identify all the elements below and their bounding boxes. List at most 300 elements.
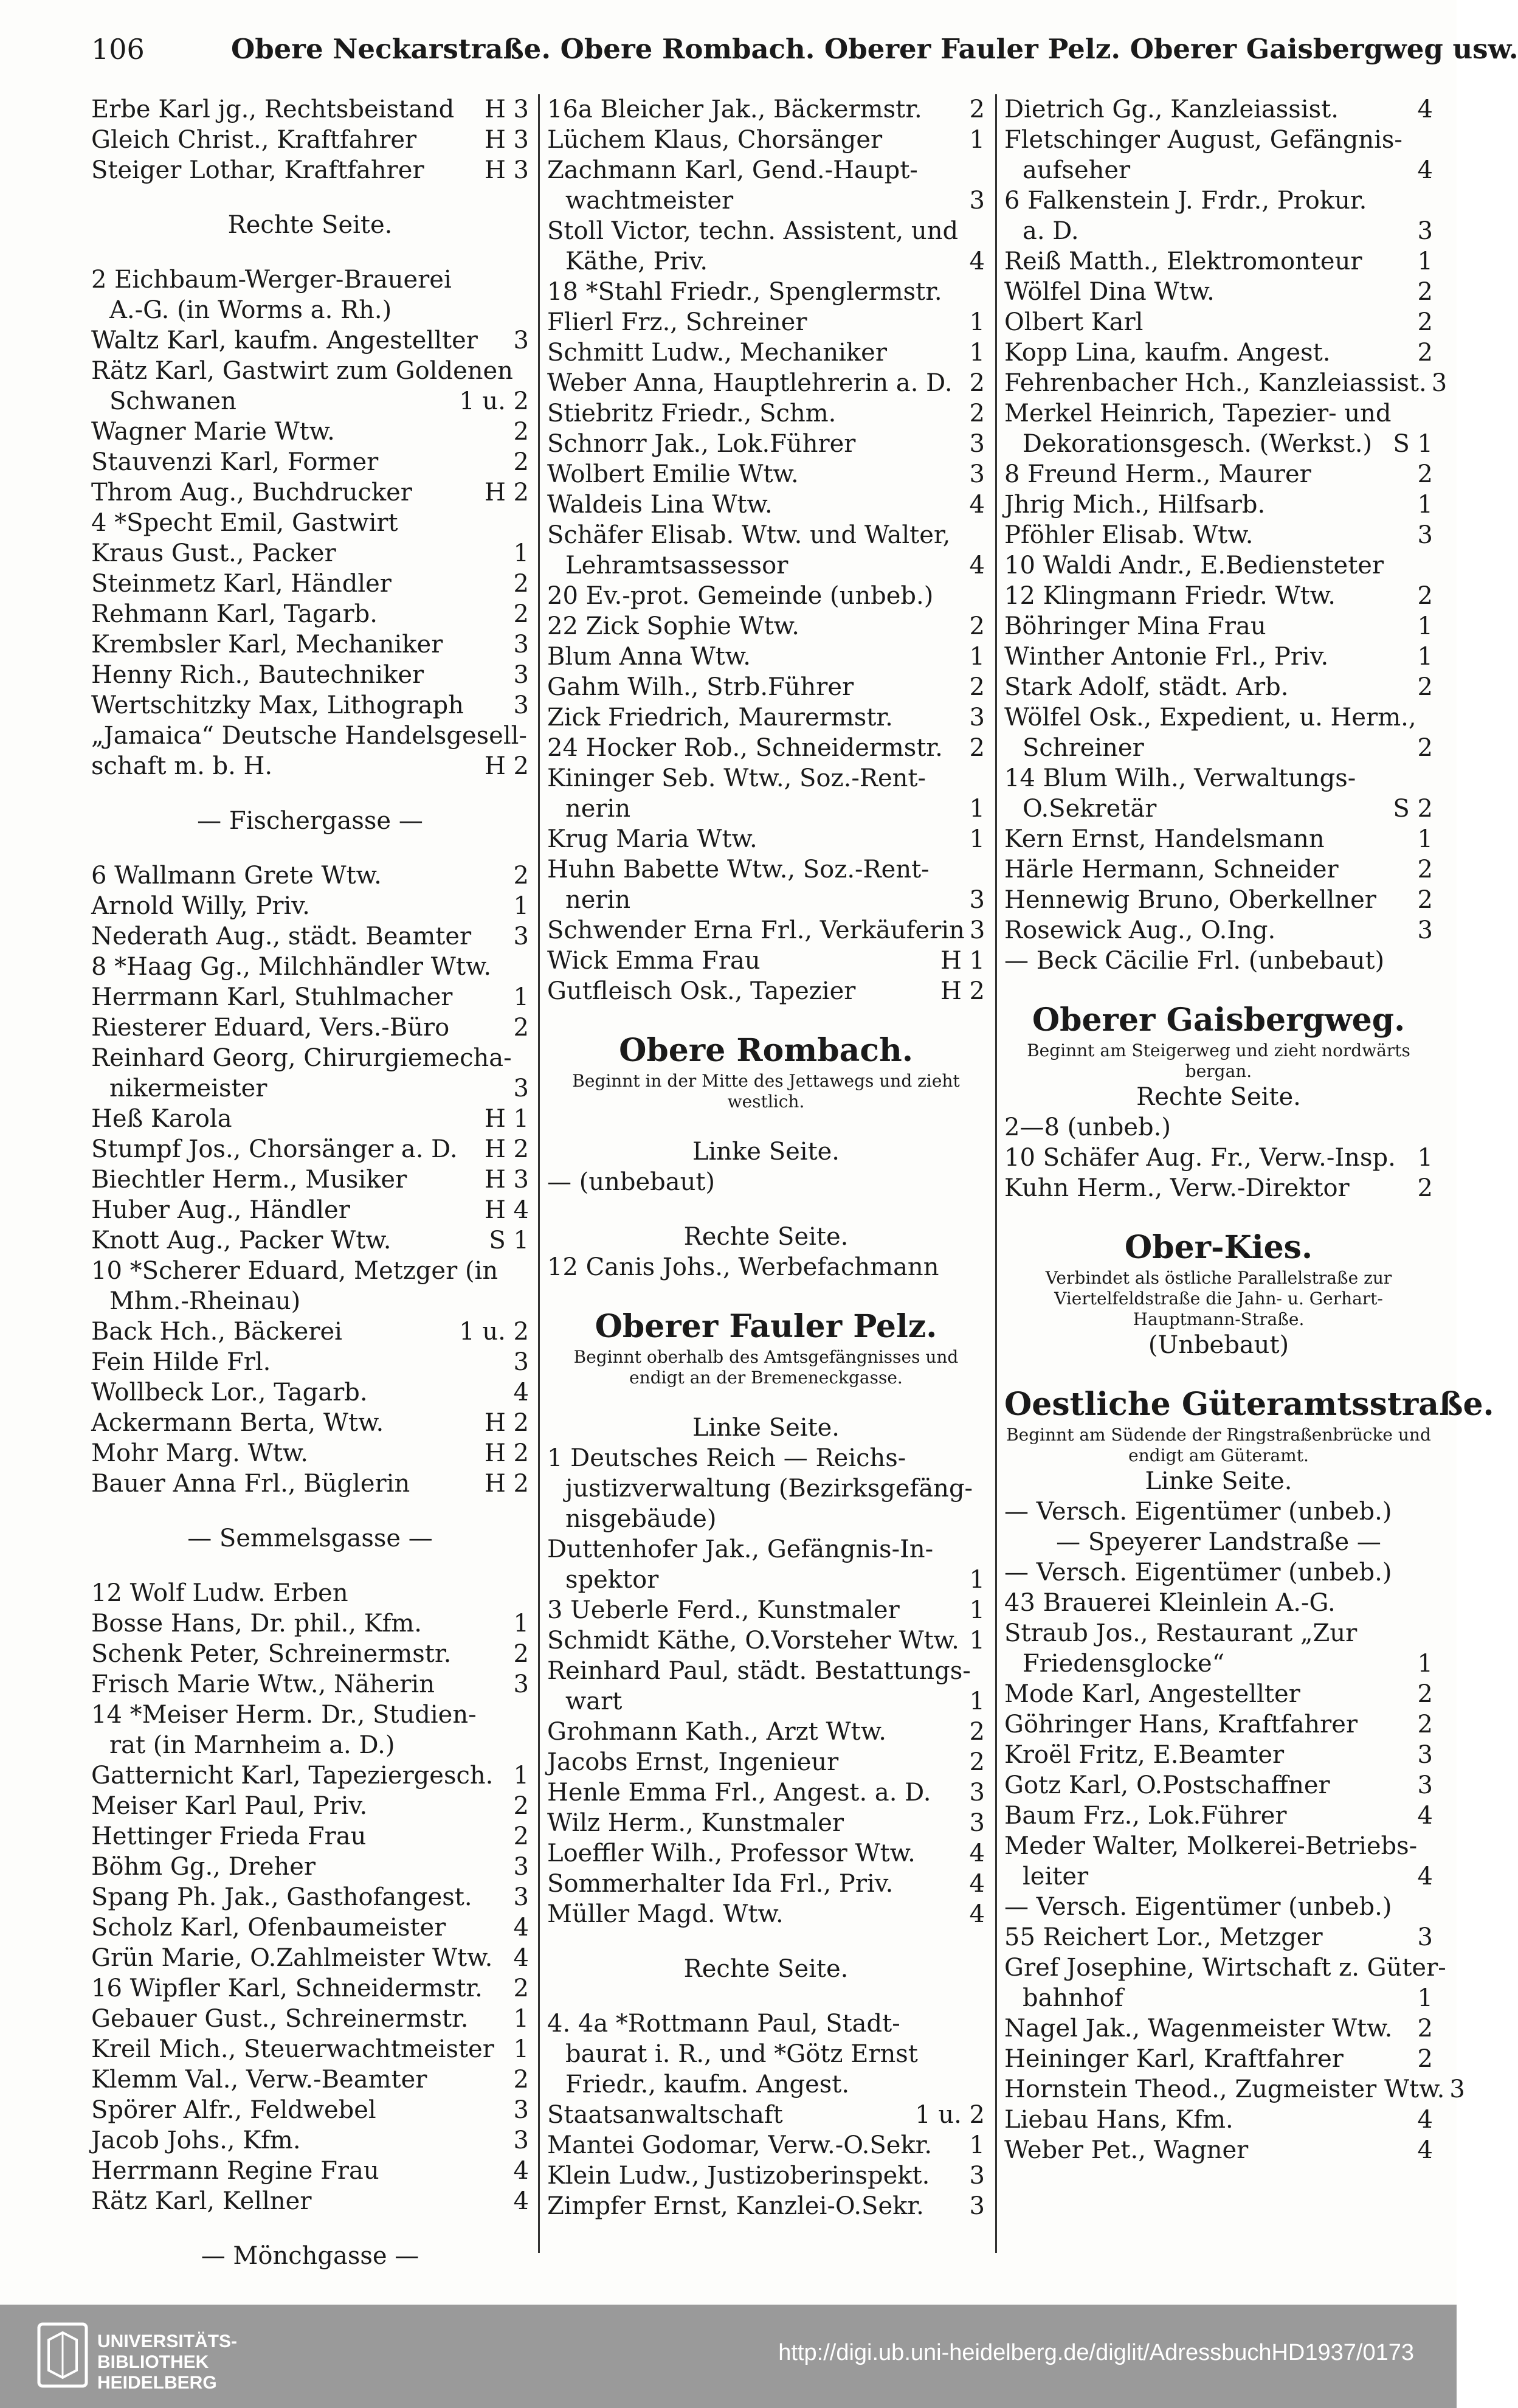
resident-name: Henle Emma Frl., Angest. a. D.	[547, 1779, 931, 1807]
resident-entry	[547, 2191, 985, 2221]
resident-name: nerin	[565, 795, 631, 823]
resident-name: Klein Ludw., Justizoberinspekt.	[547, 2162, 930, 2190]
floor-number	[524, 1730, 529, 1760]
resident-entry	[547, 976, 985, 1006]
library-seal-icon	[36, 2322, 89, 2389]
resident-entry	[1004, 1557, 1433, 1588]
floor-number: 3	[969, 886, 985, 914]
floor-number: 3	[513, 661, 529, 689]
resident-name: 43 Brauerei Kleinlein A.-G.	[1004, 1589, 1336, 1617]
resident-name: Schreiner	[1023, 734, 1144, 762]
floor-number: 2	[969, 369, 985, 397]
floor-number	[524, 1256, 529, 1286]
resident-entry	[547, 794, 985, 824]
resident-entry	[547, 2039, 985, 2069]
floor-number	[980, 1443, 985, 1473]
floor-number	[1428, 1588, 1433, 1618]
floor-number: 2	[513, 1822, 529, 1850]
resident-name: Jhrig Mich., Hilfsarb.	[1004, 491, 1266, 519]
resident-entry	[547, 702, 985, 733]
resident-name: Bosse Hans, Dr. phil., Kfm.	[91, 1610, 423, 1638]
resident-name: wart	[565, 1687, 623, 1715]
floor-number: H 3	[484, 156, 529, 184]
resident-name: 2 Eichbaum-Werger-Brauerei	[91, 266, 452, 294]
floor-number	[980, 155, 985, 185]
resident-entry	[1004, 642, 1433, 672]
page-header	[91, 27, 1518, 75]
spacer	[1004, 1203, 1433, 1228]
floor-number: 1	[969, 825, 985, 853]
floor-number: H 2	[940, 977, 985, 1005]
resident-name: Olbert Karl	[1004, 308, 1144, 336]
resident-entry	[1004, 1143, 1433, 1173]
resident-name: Flierl Frz., Schreiner	[547, 308, 807, 336]
resident-name: Reinhard Paul, städt. Bestattungs-	[547, 1657, 971, 1685]
resident-entry	[547, 824, 985, 854]
resident-name: Staatsanwaltschaft	[547, 2101, 783, 2129]
resident-entry	[547, 763, 985, 794]
resident-name: Rehmann Karl, Tagarb.	[91, 600, 378, 628]
resident-name: O.Sekretär	[1023, 795, 1157, 823]
resident-entry	[1004, 1953, 1446, 1983]
resident-name: Kern Ernst, Handelsmann	[1004, 825, 1325, 853]
resident-entry	[1004, 2135, 1433, 2165]
resident-entry	[1004, 1679, 1433, 1709]
resident-name: 6 Wallmann Grete Wtw.	[91, 862, 382, 890]
section-heading: Rechte Seite.	[227, 211, 393, 239]
street-title: Oberer Fauler Pelz.	[595, 1308, 937, 1345]
resident-entry	[91, 1316, 529, 1347]
resident-name: Gutfleisch Osk., Tapezier	[547, 977, 856, 1005]
resident-name: a. D.	[1023, 217, 1079, 245]
floor-number: 1	[1417, 1984, 1433, 2012]
resident-name: 8 Freund Herm., Maurer	[1004, 460, 1311, 488]
resident-entry	[91, 1012, 529, 1043]
resident-entry	[91, 508, 529, 538]
resident-entry	[91, 1791, 529, 1821]
floor-number: 1 u. 2	[459, 387, 529, 415]
street-title: Oestliche Güteramtsstraße.	[1004, 1386, 1494, 1423]
floor-number: 3	[1417, 1771, 1433, 1799]
resident-entry	[547, 1443, 985, 1473]
library-name-line: BIBLIOTHEK	[97, 2352, 209, 2372]
resident-entry	[91, 1286, 529, 1316]
floor-number: 1	[513, 1762, 529, 1790]
floor-number: H 3	[484, 95, 529, 123]
resident-entry	[547, 1534, 985, 1565]
floor-number	[980, 1167, 985, 1197]
resident-name: 18 *Stahl Friedr., Spenglermstr.	[547, 278, 942, 306]
floor-number: 1	[513, 983, 529, 1011]
resident-entry	[91, 1438, 529, 1469]
resident-name: Nagel Jak., Wagenmeister Wtw.	[1004, 2015, 1393, 2043]
resident-entry	[1004, 1709, 1433, 1740]
resident-name: Gotz Karl, O.Postschaffner	[1004, 1771, 1330, 1799]
section-heading: Linke Seite.	[1145, 1467, 1292, 1495]
floor-number: H 1	[940, 947, 985, 975]
floor-number: 4	[1417, 156, 1433, 184]
resident-name: Gebauer Gust., Schreinermstr.	[91, 2005, 469, 2033]
resident-entry	[91, 2034, 529, 2064]
resident-entry	[91, 1912, 529, 1943]
resident-name: Krembsler Karl, Mechaniker	[91, 631, 443, 659]
section-heading: — Fischergasse —	[197, 807, 423, 835]
floor-number: 4	[969, 491, 985, 519]
floor-number: 4	[513, 1379, 529, 1406]
resident-name: Schenk Peter, Schreinermstr.	[91, 1640, 452, 1668]
floor-number: 2	[1417, 1680, 1433, 1708]
floor-number: 4	[1417, 1802, 1433, 1830]
floor-number: 3	[513, 2126, 529, 2154]
resident-name: Krug Maria Wtw.	[547, 825, 757, 853]
floor-number: 1	[969, 308, 985, 336]
resident-entry	[91, 660, 529, 690]
floor-number	[524, 1286, 529, 1316]
resident-name: Merkel Heinrich, Tapezier- und	[1004, 400, 1392, 427]
floor-number: 2	[513, 862, 529, 890]
resident-entry	[547, 1838, 985, 1869]
resident-name: Heininger Karl, Kraftfahrer	[1004, 2045, 1344, 2073]
floor-number: 3	[513, 1074, 529, 1102]
resident-entry	[91, 1882, 529, 1912]
resident-entry	[91, 125, 529, 155]
resident-name: Grün Marie, O.Zahlmeister Wtw.	[91, 1944, 493, 1972]
resident-name: Kopp Lina, kaufm. Angest.	[1004, 339, 1331, 367]
spacer	[91, 2216, 529, 2241]
resident-name: Bauer Anna Frl., Büglerin	[91, 1470, 410, 1498]
resident-entry	[91, 1195, 529, 1225]
floor-number: 1	[1417, 825, 1433, 853]
resident-entry	[547, 611, 985, 642]
resident-entry	[547, 2161, 985, 2191]
resident-entry	[547, 216, 985, 246]
resident-name: Stauvenzi Karl, Former	[91, 448, 379, 476]
column-divider	[995, 94, 997, 2253]
resident-name: 22 Zick Sophie Wtw.	[547, 612, 799, 640]
floor-number: 1	[969, 1627, 985, 1655]
resident-entry	[1004, 1861, 1433, 1892]
resident-entry	[1004, 125, 1433, 155]
resident-entry	[1004, 824, 1433, 854]
resident-name: Waldeis Lina Wtw.	[547, 491, 773, 519]
resident-name: Arnold Willy, Priv.	[91, 892, 310, 920]
section-heading: Linke Seite.	[692, 1138, 840, 1166]
floor-number: 4	[513, 2157, 529, 2185]
resident-name: Schmidt Käthe, O.Vorsteher Wtw.	[547, 1627, 959, 1655]
floor-number	[524, 1578, 529, 1608]
floor-number: 3	[969, 460, 985, 488]
floor-number: H 3	[484, 1166, 529, 1194]
floor-number: 2	[969, 400, 985, 427]
resident-name: Zick Friedrich, Maurermstr.	[547, 704, 893, 732]
resident-name: Henny Rich., Bautechniker	[91, 661, 424, 689]
floor-number: 3	[1417, 916, 1433, 944]
resident-name: Stark Adolf, städt. Arb.	[1004, 673, 1289, 701]
resident-name: Ackermann Berta, Wtw.	[91, 1409, 384, 1437]
floor-number: 4	[969, 552, 985, 580]
spacer	[547, 1282, 985, 1307]
resident-entry	[91, 295, 529, 325]
resident-name: Jacobs Ernst, Ingenieur	[547, 1748, 839, 1776]
floor-number: 3	[969, 1779, 985, 1807]
resident-name: Fletschinger August, Gefängnis-	[1004, 126, 1402, 154]
floor-number: 2	[1417, 856, 1433, 884]
resident-name: 1 Deutsches Reich — Reichs-	[547, 1444, 906, 1472]
resident-name: Frisch Marie Wtw., Näherin	[91, 1670, 435, 1698]
resident-entry	[91, 690, 529, 721]
street-title: Oberer Gaisbergweg.	[1032, 1002, 1406, 1039]
resident-name: 8 *Haag Gg., Milchhändler Wtw.	[91, 953, 492, 981]
resident-entry	[547, 915, 985, 946]
resident-name: Throm Aug., Buchdrucker	[91, 479, 412, 507]
floor-number: 4	[1417, 1863, 1433, 1891]
resident-entry	[1004, 1922, 1433, 1953]
floor-number	[524, 952, 529, 982]
column-middle	[547, 94, 985, 2221]
resident-entry	[1004, 672, 1433, 702]
resident-entry	[1004, 1649, 1433, 1679]
resident-name: Steiger Lothar, Kraftfahrer	[91, 156, 424, 184]
resident-name: schaft m. b. H.	[91, 752, 273, 780]
resident-entry	[547, 672, 985, 702]
resident-name: 4 *Specht Emil, Gastwirt	[91, 509, 398, 537]
source-url-link[interactable]: http://digi.ub.uni-heidelberg.de/diglit/AdressbuchHD1937/0173	[778, 2340, 1414, 2365]
floor-number: 3	[1431, 369, 1447, 397]
resident-name: Waltz Karl, kaufm. Angestellter	[91, 327, 478, 355]
page-running-title: Obere Neckarstraße. Obere Rombach. Oberer Fauler Pelz. Oberer Gaisbergweg usw.	[231, 33, 1518, 65]
resident-name: 14 Blum Wilh., Verwaltungs-	[1004, 764, 1356, 792]
resident-entry	[91, 921, 529, 952]
floor-number	[524, 295, 529, 325]
floor-number: 1	[1417, 491, 1433, 519]
floor-number	[524, 356, 529, 386]
resident-name: Herrmann Karl, Stuhlmacher	[91, 983, 453, 1011]
page-number: 106	[91, 33, 145, 66]
resident-name: Duttenhofer Jak., Gefängnis-In-	[547, 1535, 934, 1563]
resident-entry	[1004, 1740, 1433, 1770]
resident-entry	[1004, 1983, 1433, 2013]
resident-entry	[547, 2008, 985, 2039]
resident-name: nikermeister	[109, 1074, 267, 1102]
resident-entry	[91, 721, 529, 751]
floor-number: 3	[513, 691, 529, 719]
resident-name: Wollbeck Lor., Tagarb.	[91, 1379, 368, 1406]
resident-name: Spang Ph. Jak., Gasthofangest.	[91, 1883, 472, 1911]
resident-entry	[547, 125, 985, 155]
resident-name: A.-G. (in Worms a. Rh.)	[109, 296, 392, 324]
street-description: Beginnt am Südende der Ringstraßenbrücke und endigt am Güteramt.	[1006, 1425, 1431, 1465]
resident-entry	[1004, 763, 1433, 794]
resident-entry	[547, 2100, 985, 2130]
floor-number	[527, 721, 532, 751]
floor-number: 3	[969, 430, 985, 458]
resident-name: Lüchem Klaus, Chorsänger	[547, 126, 883, 154]
resident-entry	[91, 325, 529, 356]
floor-number: 2	[1417, 886, 1433, 914]
floor-number: H 2	[484, 752, 529, 780]
resident-name: Jacob Johs., Kfm.	[91, 2126, 301, 2154]
resident-name: Kreil Mich., Steuerwachtmeister	[91, 2035, 494, 2063]
resident-entry	[1004, 246, 1433, 277]
resident-name: Mantei Godomar, Verw.-O.Sekr.	[547, 2131, 933, 2159]
floor-number	[980, 581, 985, 611]
resident-name: Reinhard Georg, Chirurgiemecha-	[91, 1044, 512, 1072]
resident-name: Scholz Karl, Ofenbaumeister	[91, 1914, 446, 1942]
floor-number: 3	[1417, 521, 1433, 549]
resident-entry	[91, 1730, 529, 1760]
resident-entry	[91, 1821, 529, 1852]
floor-number	[980, 1656, 985, 1686]
floor-number: 4	[513, 1914, 529, 1942]
floor-number	[1428, 398, 1433, 429]
floor-number	[1428, 1892, 1433, 1922]
floor-number: 3	[969, 916, 985, 944]
floor-number	[980, 2039, 985, 2069]
floor-number: 4	[1417, 95, 1433, 123]
spacer	[91, 781, 529, 806]
resident-entry	[547, 1565, 985, 1595]
floor-number: 3	[969, 2162, 985, 2190]
resident-name: Erbe Karl jg., Rechtsbeistand	[91, 95, 455, 123]
resident-entry	[547, 1167, 985, 1197]
resident-entry	[547, 642, 985, 672]
floor-number: 4	[1417, 2106, 1433, 2134]
resident-name: 24 Hocker Rob., Schneidermstr.	[547, 734, 943, 762]
section-heading: Rechte Seite.	[683, 1955, 849, 1983]
floor-number: 2	[1417, 278, 1433, 306]
floor-number: 1	[969, 643, 985, 671]
resident-entry	[91, 1700, 529, 1730]
resident-entry	[547, 490, 985, 520]
resident-entry	[1004, 1801, 1433, 1831]
resident-entry	[91, 386, 529, 417]
resident-name: rat (in Marnheim a. D.)	[109, 1731, 395, 1759]
resident-name: Liebau Hans, Kfm.	[1004, 2106, 1233, 2134]
floor-number: 3	[969, 1809, 985, 1837]
resident-entry	[547, 1625, 985, 1656]
resident-entry	[1004, 2105, 1433, 2135]
resident-entry	[91, 2095, 529, 2125]
resident-entry	[547, 1473, 985, 1504]
resident-name: Meder Walter, Molkerei-Betriebs-	[1004, 1832, 1418, 1860]
resident-entry	[547, 2130, 985, 2161]
resident-name: Wick Emma Frau	[547, 947, 761, 975]
resident-entry	[1004, 1112, 1433, 1143]
resident-name: wachtmeister	[565, 187, 734, 215]
resident-name: — Versch. Eigentümer (unbeb.)	[1004, 1498, 1392, 1526]
resident-entry	[547, 2069, 985, 2100]
resident-entry	[1004, 1618, 1433, 1649]
resident-entry	[547, 1808, 985, 1838]
resident-entry	[1004, 216, 1433, 246]
floor-number	[1446, 1953, 1451, 1983]
floor-number: 3	[1417, 1741, 1433, 1769]
floor-number: 1	[513, 539, 529, 567]
resident-entry	[1004, 1770, 1433, 1801]
resident-entry	[91, 1104, 529, 1134]
floor-number: 2	[1417, 308, 1433, 336]
floor-number: 2	[1417, 582, 1433, 610]
resident-entry	[1004, 398, 1433, 429]
floor-number: 2	[1417, 1174, 1433, 1202]
floor-number	[1428, 1557, 1433, 1588]
floor-number: 2	[1417, 339, 1433, 367]
resident-name: Schwender Erna Frl., Verkäuferin	[547, 916, 965, 944]
section-heading: (Unbebaut)	[1148, 1331, 1289, 1359]
floor-number: 1	[1417, 643, 1433, 671]
resident-entry	[91, 1469, 529, 1499]
resident-name: 4. 4a *Rottmann Paul, Stadt-	[547, 2010, 900, 2038]
floor-number: 1 u. 2	[915, 2101, 985, 2129]
resident-name: Straub Jos., Restaurant „Zur	[1004, 1619, 1358, 1647]
resident-name: Hennewig Bruno, Oberkellner	[1004, 886, 1376, 914]
resident-name: — Beck Cäcilie Frl. (unbebaut)	[1004, 947, 1385, 975]
floor-number: 1	[969, 1566, 985, 1594]
resident-name: Mode Karl, Angestellter	[1004, 1680, 1300, 1708]
resident-name: Mohr Marg. Wtw.	[91, 1439, 308, 1467]
floor-number: 2	[513, 448, 529, 476]
resident-name: Böhringer Mina Frau	[1004, 612, 1266, 640]
floor-number: 3	[513, 327, 529, 355]
resident-entry	[547, 550, 985, 581]
resident-name: Klemm Val., Verw.-Beamter	[91, 2066, 427, 2094]
resident-entry	[547, 520, 985, 550]
spacer	[91, 1499, 529, 1523]
section-heading: Rechte Seite.	[683, 1223, 849, 1251]
resident-name: Herrmann Regine Frau	[91, 2157, 379, 2185]
spacer	[91, 836, 529, 860]
resident-entry	[91, 982, 529, 1012]
floor-number: 2	[1417, 673, 1433, 701]
resident-entry	[547, 337, 985, 368]
resident-name: Böhm Gg., Dreher	[91, 1853, 316, 1881]
resident-entry	[1004, 946, 1433, 976]
resident-name: Stoll Victor, techn. Assistent, und	[547, 217, 959, 245]
resident-entry	[1004, 733, 1433, 763]
floor-number: H 2	[484, 1470, 529, 1498]
resident-name: 10 *Scherer Eduard, Metzger (in	[91, 1257, 499, 1285]
resident-entry	[1004, 2074, 1465, 2105]
resident-name: Schmitt Ludw., Mechaniker	[547, 339, 887, 367]
resident-entry	[91, 538, 529, 569]
floor-number: H 1	[484, 1105, 529, 1133]
resident-entry	[91, 1377, 529, 1408]
resident-entry	[1004, 490, 1433, 520]
floor-number	[980, 1252, 985, 1282]
resident-entry	[91, 2004, 529, 2034]
resident-entry	[1004, 915, 1433, 946]
spacer	[547, 1197, 985, 1222]
resident-entry	[91, 447, 529, 477]
floor-number	[1428, 185, 1433, 216]
floor-number: 2	[969, 1748, 985, 1776]
floor-number	[980, 1534, 985, 1565]
resident-entry	[91, 1760, 529, 1791]
floor-number	[980, 2069, 985, 2100]
floor-number	[1428, 702, 1433, 733]
street-description: Beginnt oberhalb des Amtsgefängnisses und endigt an der Bremeneckgasse.	[573, 1347, 959, 1388]
resident-entry	[547, 1869, 985, 1899]
floor-number: 1	[969, 1596, 985, 1624]
resident-entry	[1004, 2044, 1433, 2074]
resident-entry	[547, 185, 985, 216]
floor-number: 1	[969, 1687, 985, 1715]
floor-number: 4	[513, 2187, 529, 2215]
spacer	[547, 1112, 985, 1137]
resident-name: 6 Falkenstein J. Frdr., Prokur.	[1004, 187, 1367, 215]
resident-name: Biechtler Herm., Musiker	[91, 1166, 407, 1194]
resident-name: Gleich Christ., Kraftfahrer	[91, 126, 417, 154]
